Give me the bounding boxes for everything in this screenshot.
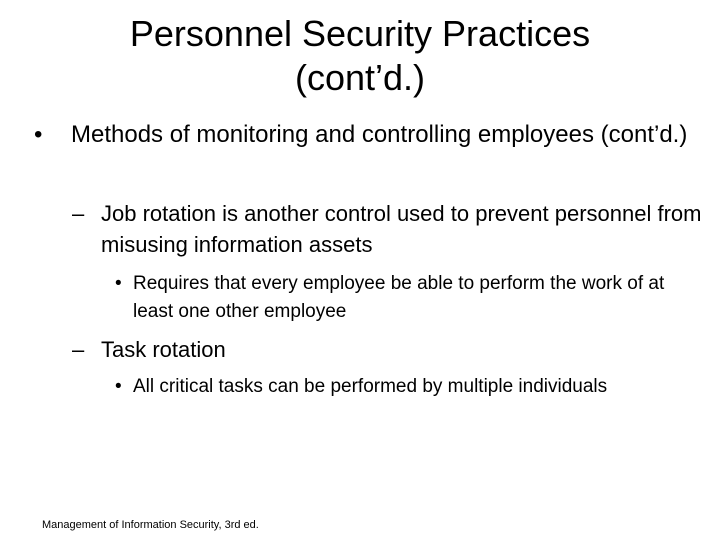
slide-footer: Management of Information Security, 3rd ed.	[42, 519, 259, 531]
bullet-main	[34, 118, 711, 151]
sub-bullet-task-rotation-text: Task rotation	[101, 337, 226, 362]
dash-marker: –	[72, 337, 85, 362]
sub-bullet-task-rotation	[72, 334, 720, 365]
bullet-marker: •	[115, 376, 122, 397]
sub-bullet-job-rotation	[72, 198, 720, 260]
sub-bullet-job-rotation-text: Job rotation is another control used to prevent personnel from misusing information assets	[101, 201, 702, 257]
detail-job-rotation-text: Requires that every employee be able to perform the work of at least one other employee	[133, 273, 665, 322]
dash-marker: –	[72, 201, 85, 226]
title-line-2: (cont’d.)	[294, 57, 426, 98]
bullet-marker: •	[115, 273, 122, 294]
detail-job-rotation	[115, 270, 693, 326]
detail-task-rotation	[115, 373, 693, 401]
bullet-main-text: Methods of monitoring and controlling employees (cont’d.)	[71, 121, 688, 148]
title-line-1: Personnel Security Practices	[129, 13, 591, 54]
slide-title	[0, 12, 720, 100]
bullet-marker: •	[34, 121, 43, 148]
detail-task-rotation-text: All critical tasks can be performed by multiple individuals	[133, 376, 608, 397]
